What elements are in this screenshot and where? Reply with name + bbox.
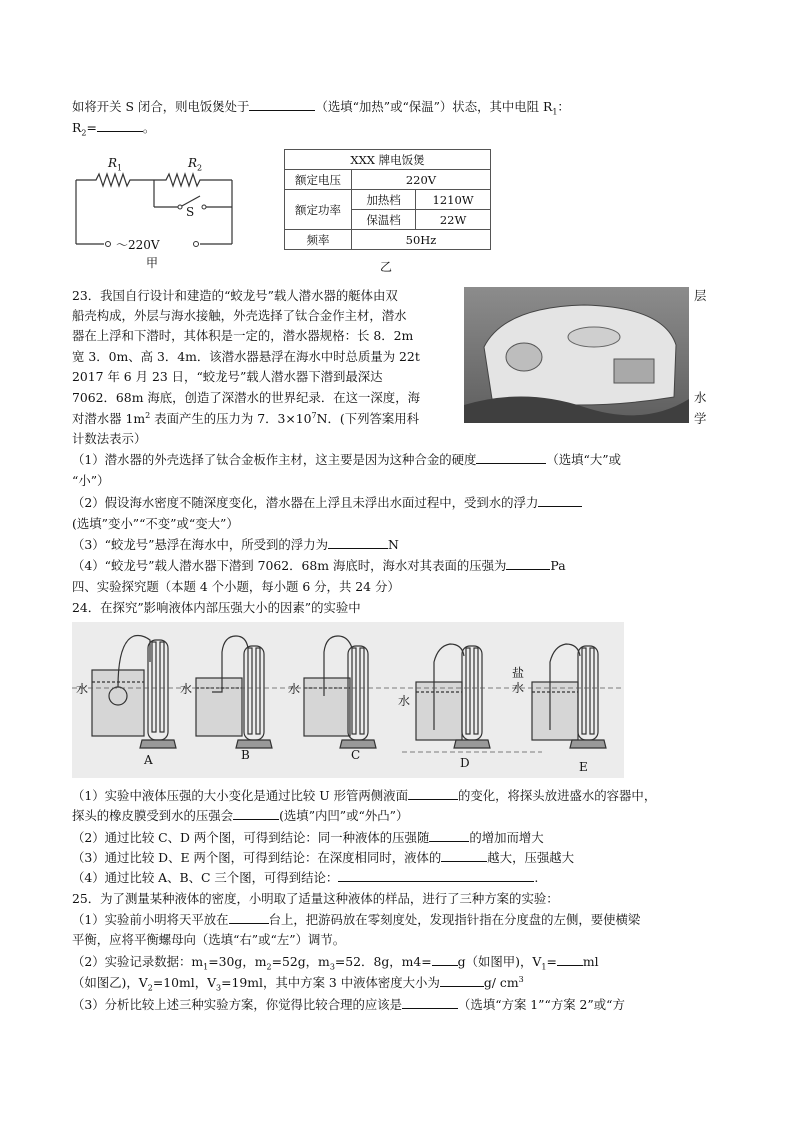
answer-blank[interactable]	[506, 556, 550, 570]
q23-line3: 器在上浮和下潜时，其体积是一定的，潜水器规格：长 8．2m	[72, 328, 414, 343]
q23-line1: 23．我国自行设计和建造的“蛟龙号”载人潜水器的艇体由双	[72, 288, 398, 303]
spec-title: XXX 牌电饭煲	[285, 150, 491, 170]
fig-label-d: D	[460, 756, 470, 770]
q23-line7-end: 学	[694, 411, 707, 426]
answer-blank[interactable]	[440, 973, 484, 987]
q23-sub2: （2）假设海水密度不随深度变化，潜水器在上浮且未浮出水面过程中，受到水的浮力	[72, 493, 582, 513]
beaker-d	[416, 682, 462, 740]
q23-line4: 宽 3．0m、高 3．4m．该潜水器悬浮在海水中时总质量为 22t	[72, 349, 420, 364]
r2-label: $R_2$	[188, 156, 203, 173]
q25-sub2: （2）实验记录数据：$m_1=30g$，$m_2=52g$，$m_3=52$．8g，m4= g（如图甲)，$V_1=$ ml	[72, 954, 599, 972]
pressure-experiment-figure	[72, 622, 624, 778]
answer-blank[interactable]	[476, 450, 546, 464]
water-label-c: 水	[288, 682, 301, 696]
q25-sub1: （1）实验前小明将天平放在 台上，把游码放在零刻度处，发现指针指在分度盘的左侧，要使横梁	[72, 912, 641, 927]
q24-sub1: （1）实验中液体压强的大小变化是通过比较 U 形管两侧液面 的变化，将探头放进盛水的容器中，	[72, 788, 657, 803]
q23-line1-end: 层	[694, 288, 707, 303]
answer-blank[interactable]	[538, 493, 582, 507]
answer-blank[interactable]	[402, 995, 458, 1009]
q24-sub1-cont: 探头的橡皮膜受到水的压强会 (选填”内凹”或“外凸”）	[72, 808, 409, 823]
q25-sub1-cont: 平衡，应将平衡螺母向（选填“右”或“左”）调节。	[72, 932, 346, 947]
fig-caption-jia: 甲	[146, 256, 159, 270]
q23-line5: 2017 年 6 月 23 日，“蛟龙号”载人潜水器下潜到最深达	[72, 369, 383, 384]
saltwater-label-e: 盐水	[512, 666, 525, 695]
q23-sub1: （1）潜水器的外壳选择了钛合金板作主材，这主要是因为这种合金的硬度 （选填“大”或	[72, 452, 622, 467]
water-label-d: 水	[398, 694, 411, 708]
answer-blank[interactable]	[328, 535, 388, 549]
answer-blank[interactable]	[229, 910, 269, 924]
beaker-e	[532, 682, 578, 740]
answer-blank[interactable]	[441, 848, 487, 862]
q23-line6-end: 水	[694, 390, 707, 405]
beaker-c	[304, 678, 350, 736]
q23-sub1-cont: “小”）	[72, 473, 110, 488]
answer-blank[interactable]	[338, 868, 534, 882]
q23-line8: 计数法表示）	[72, 431, 147, 446]
q23-sub2-cont: (选填”变小”“不变”或“变大”）	[72, 516, 239, 531]
r1-label: $R_1$	[108, 156, 123, 173]
q23-sub3: （3）“蛟龙号”悬浮在海水中，所受到的浮力为 N	[72, 537, 399, 552]
q23-line7: 对潜水器 $1m^2$ 表面产生的压力为 7．$3\times 10^7N$．(下列答案用科	[72, 410, 420, 426]
q23-line2: 船壳构成，外层与海水接触，外壳选择了钛合金作主材，潜水	[72, 308, 407, 323]
answer-blank[interactable]	[432, 952, 458, 966]
fig-label-a: A	[144, 753, 153, 767]
fig-caption-yi: 乙	[380, 260, 393, 274]
q25-sub3: （3）分析比较上述三种实验方案，你觉得比较合理的应该是 （选填“方案 1”“方案 2”或“方	[72, 997, 625, 1012]
q25-title: 25．为了测量某种液体的密度，小明取了适量这种液体的样品，进行了三种方案的实验：	[72, 891, 559, 906]
voltage-label: ～220V	[116, 238, 160, 252]
q24-sub2: （2）通过比较 C、D 两个图，可得到结论：同一种液体的压强随 的增加而增大	[72, 830, 544, 845]
answer-blank[interactable]	[557, 952, 583, 966]
section-heading: 四、实验探究题（本题 4 个小题，每小题 6 分，共 24 分）	[72, 579, 400, 594]
resistor-r1	[76, 174, 154, 186]
water-label-b: 水	[180, 682, 193, 696]
resistor-r2	[154, 174, 232, 186]
q23-line6: 7062．68m 海底，创造了深潜水的世界纪录．在这一深度，海	[72, 390, 420, 405]
answer-blank[interactable]	[97, 118, 143, 132]
submarine-photo	[464, 287, 689, 423]
beaker-b	[196, 678, 242, 736]
water-label-a: 水	[76, 682, 89, 696]
q24-sub3: （3）通过比较 D、E 两个图，可得到结论：在深度相同时，液体的 越大，压强越大	[72, 850, 575, 865]
answer-blank[interactable]	[429, 828, 469, 842]
q24-title: 24．在探究”影响液体内部压强大小的因素”的实验中	[72, 600, 361, 615]
q25-sub2-cont: （如图乙)，$V_2=10ml$，$V_3=19ml$，其中方案 3 中液体密度大小为 g/ $cm^3$	[72, 974, 524, 993]
q23-sub4: （4）“蛟龙号”载人潜水器下潜到 7062．68m 海底时，海水对其表面的压强为 Pa	[72, 558, 566, 573]
answer-blank[interactable]	[249, 97, 315, 111]
q24-sub4: （4）通过比较 A、B、C 三个图，可得到结论： .	[72, 870, 539, 885]
q22-line2: $R_2=$ 。	[72, 120, 156, 138]
switch-label: S	[186, 205, 195, 219]
fig-label-e: E	[579, 760, 588, 774]
fig-label-b: B	[241, 748, 250, 762]
spec-table: XXX 牌电饭煲 额定电压 220V 额定功率 加热档 1210W 保温档 22W 频率 50Hz	[284, 149, 491, 250]
fig-label-c: C	[351, 748, 361, 762]
answer-blank[interactable]	[233, 806, 279, 820]
answer-blank[interactable]	[408, 786, 458, 800]
q22-line1: 如将开关 S 闭合，则电饭煲处于 （选填“加热”或“保温”）状态，其中电阻 $R_1$：	[72, 99, 570, 117]
